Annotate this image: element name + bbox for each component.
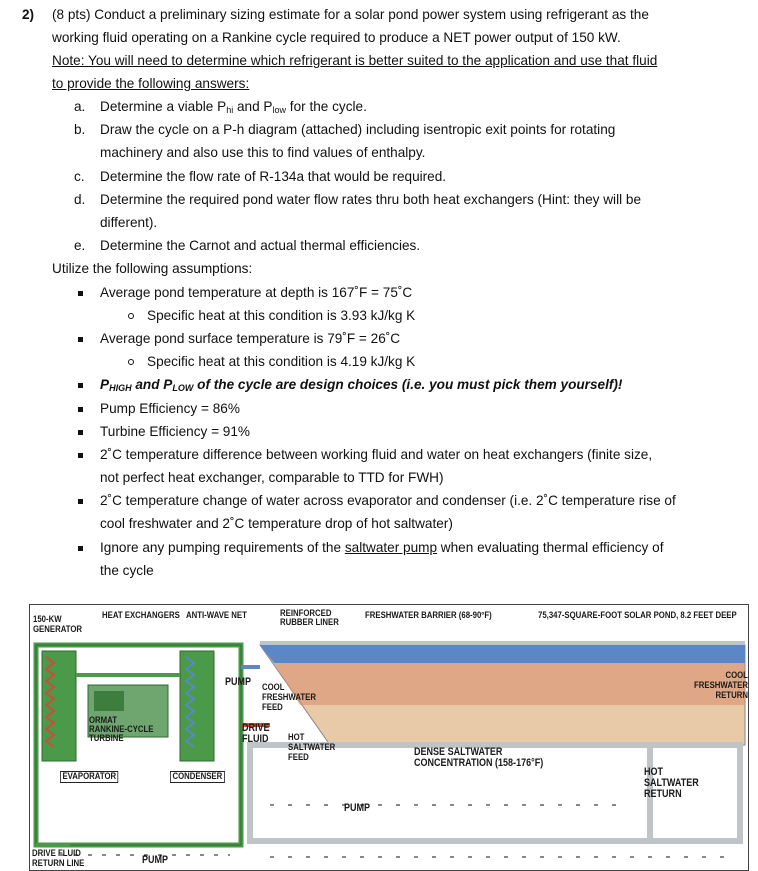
assumption-surface-temp: Average pond surface temperature is 79˚F = 26˚C — [100, 331, 401, 346]
bullet-square-icon — [78, 430, 83, 435]
assumption-pump-efficiency: Pump Efficiency = 86% — [100, 401, 240, 416]
dense-saltwater-label: DENSE SALTWATER CONCENTRATION (158-176°F) — [414, 746, 544, 769]
problem-note-line2: to provide the following answers: — [52, 76, 250, 91]
condenser-label: CONDENSER — [170, 771, 225, 783]
evaporator-label: EVAPORATOR — [60, 771, 119, 783]
pond-fresh-layer — [260, 645, 745, 663]
bullet-square-icon — [78, 499, 83, 504]
part-b-marker: b. — [74, 122, 86, 137]
assumption-temp-change-line1: 2˚C temperature change of water across evaporator and condenser (i.e. 2˚C temperature rise of — [100, 493, 676, 508]
bullet-circle-icon — [128, 359, 134, 365]
freshwater-barrier-label: FRESHWATER BARRIER (68-90°F) — [365, 610, 492, 621]
cool-freshwater-return-label: COOL FRESHWATER RETURN — [694, 670, 748, 701]
assumption-temp-change-line2: cool freshwater and 2˚C temperature drop of hot saltwater) — [100, 516, 453, 531]
assumption-ignore-pumping-line1: Ignore any pumping requirements of the saltwater pump when evaluating thermal efficiency of — [100, 540, 664, 555]
part-d-marker: d. — [74, 192, 86, 207]
part-d-line2: different). — [100, 215, 158, 230]
pump-bottom-label: PUMP — [142, 854, 169, 866]
generator-label: 150-KW GENERATOR — [33, 614, 83, 635]
bullet-square-icon — [78, 291, 83, 296]
pump-middle-label: PUMP — [344, 802, 371, 814]
bullet-square-icon — [78, 337, 83, 342]
condenser-coil-body — [180, 651, 214, 761]
problem-note-line1: Note: You will need to determine which refrigerant is better suited to the application and use that fluid — [52, 53, 658, 68]
part-a-marker: a. — [74, 99, 86, 114]
part-b-line2: machinery and also use this to find values of enthalpy. — [100, 145, 426, 160]
bullet-square-icon — [78, 453, 83, 458]
pond-gradient-layer — [274, 663, 745, 705]
heat-exchangers-label: HEAT EXCHANGERS — [102, 610, 180, 621]
turbine-housing — [94, 691, 124, 711]
bullet-square-icon — [78, 407, 83, 412]
drive-fluid-return-label: DRIVE FLUID RETURN LINE — [32, 848, 85, 869]
cool-freshwater-feed-label: COOL FRESHWATER FEED — [262, 682, 316, 713]
solar-pond-diagram — [29, 604, 749, 871]
assumption-design-choices: $P_{HIGH}$ and $P_{LOW}$ of the cycle are design choices (i.e. you must pick them yourself)! — [100, 377, 623, 393]
rubber-liner-label: REINFORCED RUBBER LINER — [280, 608, 339, 628]
hot-saltwater-feed-label: HOT SALTWATER FEED — [288, 732, 336, 763]
bullet-square-icon — [78, 383, 83, 388]
ormat-turbine-label: ORMAT RANKINE-CYCLE TURBINE — [89, 715, 154, 744]
anti-wave-net — [260, 641, 745, 645]
part-a-text: Determine a viable $P_{hi}$ and $P_{low}$ for the cycle. — [100, 99, 367, 115]
part-e-marker: e. — [74, 238, 86, 253]
hot-saltwater-return-label: HOT SALTWATER RETURN — [644, 766, 699, 800]
assumption-pond-depth-temp: Average pond temperature at depth is 167˚F = 75˚C — [100, 285, 413, 300]
assumptions-heading: Utilize the following assumptions: — [52, 261, 253, 276]
drive-fluid-label: DRIVE FLUID — [242, 722, 270, 745]
assumption-depth-specific-heat: Specific heat at this condition is 3.93 kJ/kg K — [147, 308, 416, 323]
bullet-square-icon — [78, 546, 83, 551]
problem-intro-line2: working fluid operating on a Rankine cycle required to produce a NET power output of 150 kW. — [52, 30, 621, 45]
assumption-ignore-pumping-line2: the cycle — [100, 563, 154, 578]
assumption-temp-difference-line2: not perfect heat exchanger, comparable to TTD for FWH) — [100, 470, 444, 485]
solar-pond-size-label: 75,347-SQUARE-FOOT SOLAR POND, 8.2 FEET DEEP — [538, 610, 737, 621]
problem-number: 2) — [22, 7, 35, 22]
part-c-marker: c. — [74, 169, 85, 184]
pump-top-label: PUMP — [225, 676, 252, 688]
part-c-line1: Determine the flow rate of R-134a that would be required. — [100, 169, 447, 184]
problem-intro-line1: (8 pts) Conduct a preliminary sizing estimate for a solar pond power system using refrigerant as the — [52, 7, 649, 22]
assumption-temp-difference-line1: 2˚C temperature difference between working fluid and water on heat exchangers (finite size, — [100, 447, 653, 462]
assumption-turbine-efficiency: Turbine Efficiency = 91% — [100, 424, 250, 439]
bullet-circle-icon — [128, 313, 134, 319]
part-b-line1: Draw the cycle on a P-h diagram (attached) including isentropic exit points for rotating — [100, 122, 616, 137]
part-e-line1: Determine the Carnot and actual thermal efficiencies. — [100, 238, 421, 253]
assumption-surface-specific-heat: Specific heat at this condition is 4.19 kJ/kg K — [147, 354, 416, 369]
anti-wave-net-label: ANTI-WAVE NET — [186, 610, 247, 621]
part-d-line1: Determine the required pond water flow rates thru both heat exchangers (Hint: they will be — [100, 192, 642, 207]
